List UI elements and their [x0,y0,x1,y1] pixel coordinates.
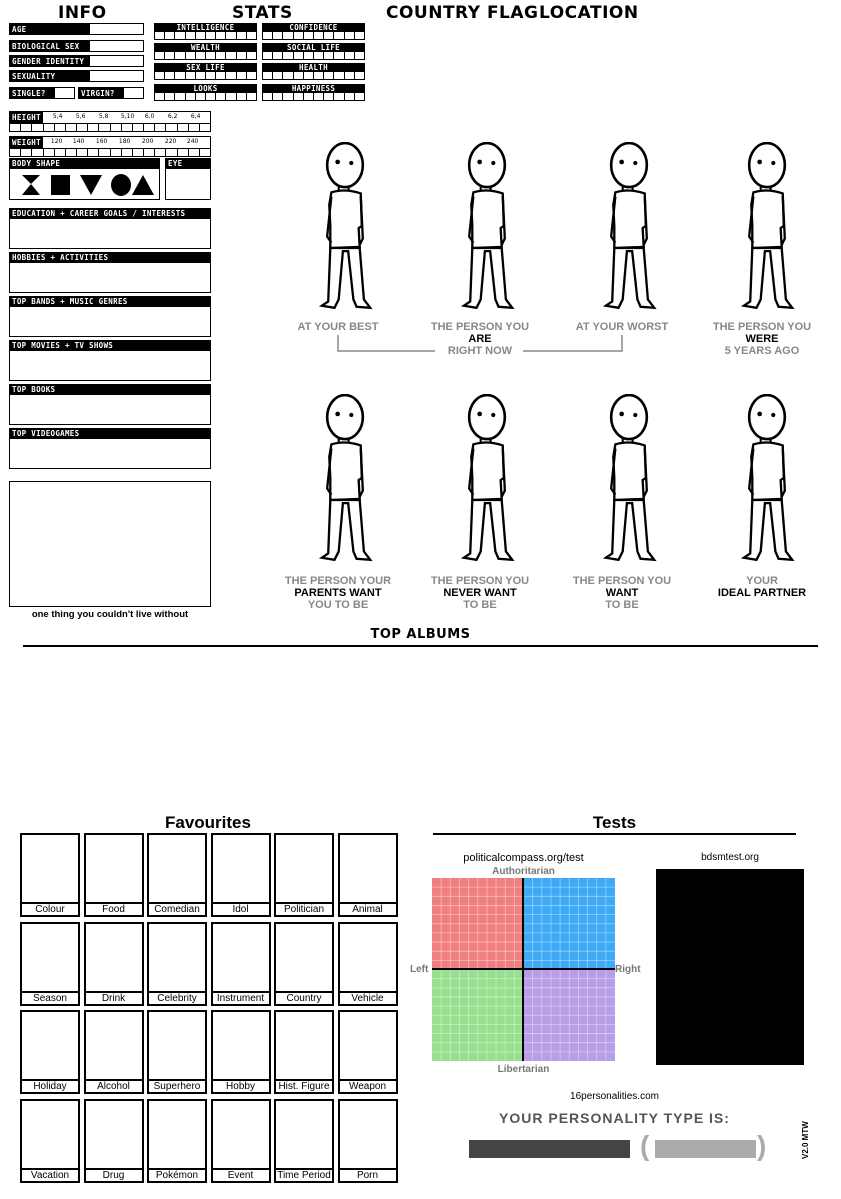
info-row-gender-identity[interactable] [9,55,144,67]
favourite-label: Drink [86,991,142,1004]
box-label: EDUCATION + CAREER GOALS / INTERESTS [10,209,210,219]
bdsm-site-label: bdsmtest.org [701,852,759,863]
weight-tick: 120 [50,138,63,145]
bdsm-result-box[interactable] [656,869,804,1065]
favourite-label: Instrument [213,991,269,1004]
info-row-age[interactable] [9,23,144,35]
favourite-politician[interactable] [274,833,334,917]
favourite-label: Comedian [149,902,205,915]
caption-are: THE PERSON YOU ARE RIGHT NOW [430,321,530,357]
favourite-time-period[interactable] [274,1099,334,1183]
caption-were: THE PERSON YOU WERE 5 YEARS AGO [712,321,812,357]
box-label: HOBBIES + ACTIVITIES [10,253,210,263]
oval-shape-icon [111,174,131,196]
favourite-pok-mon[interactable] [147,1099,207,1183]
height-scale[interactable] [9,111,211,132]
height-tick: 6,4 [190,113,201,120]
personality-type-label: YOUR PERSONALITY TYPE IS: [499,1110,730,1126]
stat-sex-life[interactable] [154,63,257,80]
info-heading: INFO [58,3,107,23]
weight-tick: 140 [72,138,85,145]
cant-live-without-box[interactable] [9,481,211,607]
favourite-instrument[interactable] [211,922,271,1006]
body-shape-box[interactable] [9,158,160,200]
height-tick: 5,10 [120,113,135,120]
favourite-food[interactable] [84,833,144,917]
rectangle-shape-icon [51,175,70,195]
height-tick: 5,6 [75,113,86,120]
favourite-label: Alcohol [86,1079,142,1092]
stat-label: LOOKS [154,84,257,93]
stick-figure-never [447,394,527,564]
compass-authoritarian-label: Authoritarian [492,866,555,877]
caption-best: AT YOUR BEST [297,321,379,333]
paren-open: ( [640,1130,650,1161]
stick-figure-were [727,142,807,312]
hourglass-shape-icon [22,175,40,195]
stats-heading: STATS [232,3,293,23]
personality-variant-field[interactable] [655,1140,756,1158]
favourite-label: Politician [276,902,332,915]
caption-worst: AT YOUR WORST [575,321,669,333]
caption-ideal: YOUR IDEAL PARTNER [717,575,807,599]
weight-tick: 200 [141,138,154,145]
favourite-country[interactable] [274,922,334,1006]
favourite-superhero[interactable] [147,1010,207,1094]
stat-label: INTELLIGENCE [154,23,257,32]
favourite-label: Hobby [213,1079,269,1092]
stat-wealth[interactable] [154,43,257,60]
tests-heading: Tests [592,813,637,832]
education-career-box[interactable] [9,208,211,249]
info-row-single[interactable] [9,87,75,99]
paren-close: ) [757,1130,767,1161]
hobbies-box[interactable] [9,252,211,293]
favourite-label: Season [22,991,78,1004]
favourite-vacation[interactable] [20,1099,80,1183]
favourite-label: Weapon [340,1079,396,1092]
favourite-event[interactable] [211,1099,271,1183]
stat-label: HEALTH [262,63,365,72]
caption-never: THE PERSON YOU NEVER WANT TO BE [430,575,530,611]
favourite-label: Hist. Figure [276,1079,332,1092]
stat-confidence[interactable] [262,23,365,40]
compass-left-label: Left [410,964,429,975]
stat-label: SEX LIFE [154,63,257,72]
weight-tick: 240 [186,138,199,145]
favourite-label: Food [86,902,142,915]
stick-figure-best [305,142,385,312]
info-label: SEXUALITY [10,71,90,81]
favourite-label: Celebrity [149,991,205,1004]
info-row-biological-sex[interactable] [9,40,144,52]
stat-label: SOCIAL LIFE [262,43,365,52]
personality-type-field[interactable] [469,1140,630,1158]
inverted-triangle-shape-icon [80,175,102,195]
favourite-label: Superhero [149,1079,205,1092]
eye-color-box[interactable] [165,158,211,200]
favourite-label: Vehicle [340,991,396,1004]
favourite-label: Event [213,1168,269,1181]
political-compass-grid[interactable] [432,878,615,1061]
weight-tick: 180 [118,138,131,145]
favourite-label: Idol [213,902,269,915]
favourite-alcohol[interactable] [84,1010,144,1094]
favourite-label: Pokémon [149,1168,205,1181]
info-row-sexuality[interactable] [9,70,144,82]
cant-live-without-caption: one thing you couldn't live without [31,609,189,620]
weight-scale[interactable] [9,136,211,157]
stick-figure-want [589,394,669,564]
weight-tick: 160 [95,138,108,145]
stick-figure-worst [589,142,669,312]
box-label: TOP BANDS + MUSIC GENRES [10,297,210,307]
favourite-vehicle[interactable] [338,922,398,1006]
height-tick: 6,2 [167,113,178,120]
favourite-idol[interactable] [211,833,271,917]
info-label: SINGLE? [10,88,55,98]
caption-want: THE PERSON YOU WANT TO BE [572,575,672,611]
favourite-colour[interactable] [20,833,80,917]
box-label: TOP MOVIES + TV SHOWS [10,341,210,351]
compass-site-label: politicalcompass.org/test [463,852,584,864]
info-label: AGE [10,24,90,34]
favourite-label: Time Period [277,1169,331,1181]
favourites-heading: Favourites [165,813,251,832]
box-label: TOP BOOKS [10,385,210,395]
stat-label: WEALTH [154,43,257,52]
movies-tv-box[interactable] [9,340,211,381]
info-label: BIOLOGICAL SEX [10,41,90,51]
stick-figure-parents [305,394,385,564]
favourite-label: Vacation [22,1168,78,1181]
favourite-label: Drug [86,1168,142,1181]
compass-right-label: Right [615,964,641,975]
country-flag-heading: COUNTRY FLAG [386,3,539,23]
top-albums-area[interactable] [23,650,818,800]
stat-looks[interactable] [154,84,257,101]
favourite-season[interactable] [20,922,80,1006]
info-label: VIRGIN? [79,88,124,98]
compass-libertarian-label: Libertarian [497,1064,550,1075]
box-label: TOP VIDEOGAMES [10,429,210,439]
favourite-comedian[interactable] [147,833,207,917]
favourite-holiday[interactable] [20,1010,80,1094]
height-tick: 6,0 [144,113,155,120]
books-box[interactable] [9,384,211,425]
weight-label: WEIGHT [12,138,41,147]
favourite-hobby[interactable] [211,1010,271,1094]
height-label: HEIGHT [12,113,41,122]
triangle-shape-icon [132,175,154,195]
tests-divider [433,833,796,835]
body-shape-label: BODY SHAPE [10,159,159,169]
favourite-label: Animal [340,902,396,915]
body-shape-icons [10,169,159,199]
height-tick: 5,4 [52,113,63,120]
location-heading: LOCATION [539,3,639,23]
favourite-label: Porn [340,1168,396,1181]
personalities-site-label: 16personalities.com [570,1091,659,1102]
bands-music-box[interactable] [9,296,211,337]
favourite-hist-figure[interactable] [274,1010,334,1094]
stat-intelligence[interactable] [154,23,257,40]
videogames-box[interactable] [9,428,211,469]
top-albums-heading: TOP ALBUMS [370,627,471,642]
weight-tick: 220 [164,138,177,145]
info-label: GENDER IDENTITY [10,56,90,66]
favourite-animal[interactable] [338,833,398,917]
stick-figure-ideal [727,394,807,564]
stat-social-life[interactable] [262,43,365,60]
height-tick: 5,8 [98,113,109,120]
favourite-weapon[interactable] [338,1010,398,1094]
eye-color-label: EYE COLOR [166,159,210,169]
stick-figure-are [447,142,527,312]
favourite-celebrity[interactable] [147,922,207,1006]
favourite-drink[interactable] [84,922,144,1006]
favourite-drug[interactable] [84,1099,144,1183]
stat-health[interactable] [262,63,365,80]
version-label: V2.0 MTW [801,1121,810,1159]
favourite-label: Country [276,991,332,1004]
favourite-porn[interactable] [338,1099,398,1183]
favourite-label: Colour [22,902,78,915]
favourite-label: Holiday [22,1079,78,1092]
stat-happiness[interactable] [262,84,365,101]
top-albums-divider [23,645,818,647]
caption-parents: THE PERSON YOUR PARENTS WANT YOU TO BE [284,575,392,611]
info-row-virgin[interactable] [78,87,144,99]
stat-label: HAPPINESS [262,84,365,93]
stat-label: CONFIDENCE [262,23,365,32]
